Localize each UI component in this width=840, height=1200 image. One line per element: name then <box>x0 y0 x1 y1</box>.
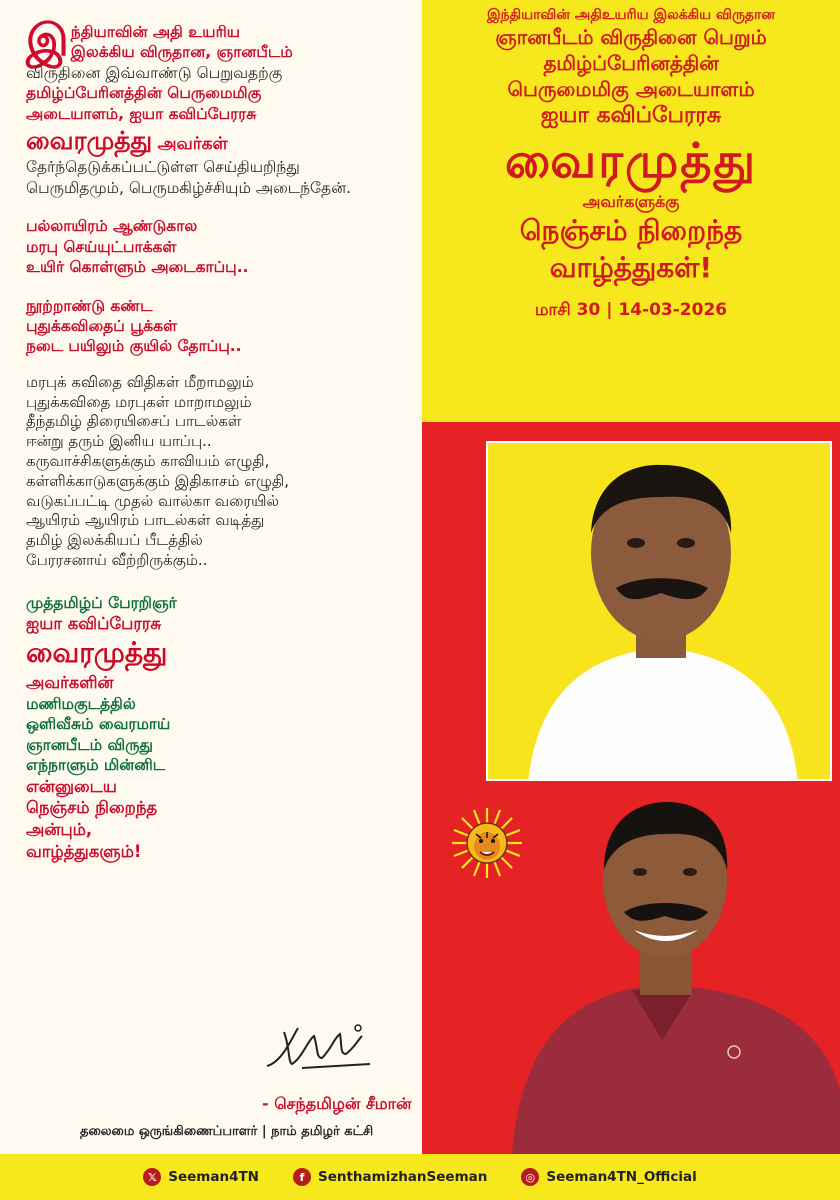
banner-line-4: பெருமைமிகு அடையாளம் <box>507 77 755 102</box>
paragraph-3-line: நடை பயிலும் குயில் தோப்பு.. <box>26 337 242 356</box>
banner-line-2: ஞானபீடம் விருதினை பெறும் <box>495 25 767 50</box>
poem-line: புதுக்கவிதை மரபுகள் மாறாமலும் <box>26 392 252 411</box>
left-column <box>0 0 422 1154</box>
intro-line-6: தேர்ந்தெடுக்கப்பட்டுள்ள செய்தியறிந்து <box>26 158 300 177</box>
intro-paragraph <box>26 15 404 198</box>
banner-date: மாசி 30 | 14-03-2026 <box>534 299 728 320</box>
intro-line-3: விருதினை இவ்வாண்டு பெறுவதற்கு <box>26 63 283 82</box>
facebook-icon: f <box>293 1168 311 1186</box>
poem-line: மரபுக் கவிதை விதிகள் மீறாமலும் <box>26 372 254 391</box>
instagram-handle: Seeman4TN_Official <box>546 1169 697 1185</box>
closing-red-line: அன்பும், <box>26 820 93 840</box>
banner-wish-1: நெஞ்சம் நிறைந்த <box>519 214 743 248</box>
intro-line-4: தமிழ்ப்பேரினத்தின் பெருமைமிகு <box>26 84 262 103</box>
intro-name-suffix: அவர்கள் <box>157 134 228 155</box>
intro-name: வைரமுத்து <box>26 126 153 156</box>
intro-line-7: பெருமிதமும், பெருமகிழ்ச்சியும் அடைந்தேன். <box>26 178 352 197</box>
poem-line: கள்ளிக்காடுகளுக்கும் இதிகாசம் எழுதி, <box>26 471 289 490</box>
social-footer <box>0 1154 840 1200</box>
signature-title: தலைமை ஒருங்கிணைப்பாளர் | நாம் தமிழர் கட்சி <box>80 1124 374 1139</box>
closing-name: வைரமுத்து <box>26 636 168 670</box>
twitter-handle: Seeman4TN <box>168 1169 259 1185</box>
closing-green-line: ஞானபீடம் விருது <box>26 735 153 754</box>
poem-line: தீந்தமிழ் திரையிசைப் பாடல்கள் <box>26 412 242 431</box>
closing-red-line: ஐயா கவிப்பேரரசு <box>26 614 162 634</box>
intro-drop-cap: இ <box>26 15 69 66</box>
signature-image <box>262 1018 372 1076</box>
paragraph-3-line: புதுக்கவிதைப் பூக்கள் <box>26 316 178 335</box>
paragraph-3 <box>26 296 404 357</box>
instagram-icon: ◎ <box>521 1168 539 1186</box>
portrait-photo <box>486 441 832 781</box>
paragraph-2-line: உயிர் கொள்ளும் அடைகாப்பு.. <box>26 258 249 277</box>
paragraph-2-line: மரபு செய்யுட்பாக்கள் <box>26 237 177 256</box>
paragraph-2-line: பல்லாயிரம் ஆண்டுகால <box>26 217 198 236</box>
paragraph-3-line: நூற்றாண்டு கண்ட <box>26 296 153 315</box>
poem-paragraph <box>26 373 404 571</box>
facebook-link[interactable] <box>293 1168 487 1186</box>
closing-block <box>26 593 404 863</box>
poem-line: வடுகப்பட்டி முதல் வால்கா வரையில் <box>26 491 279 510</box>
closing-green-line: ஒளிவீசும் வைரமாய் <box>26 715 171 734</box>
portrait-photo-leader <box>512 790 840 1154</box>
paragraph-2 <box>26 216 404 277</box>
banner-line-1: இந்தியாவின் அதிஉயரிய இலக்கிய விருதான <box>487 7 775 23</box>
banner-line-3: தமிழ்ப்பேரினத்தின் <box>543 51 719 76</box>
banner-name: வைரமுத்து <box>504 132 758 189</box>
signature-name: - செந்தமிழன் சீமான் <box>262 1094 412 1113</box>
twitter-link[interactable] <box>143 1168 259 1186</box>
closing-red-line: வாழ்த்துகளும்! <box>26 841 142 861</box>
closing-green-line: முத்தமிழ்ப் பேரறிஞர் <box>26 593 177 612</box>
poem-line: ஈன்று தரும் இனிய யாப்பு.. <box>26 432 212 451</box>
banner-line-5: ஐயா கவிப்பேரரசு <box>540 103 722 129</box>
banner-wish-2: வாழ்த்துகள்! <box>549 250 713 284</box>
closing-green-line: மணிமகுடத்தில் <box>26 694 136 713</box>
closing-red-line: அவர்களின் <box>26 673 114 693</box>
banner-line-6: அவர்களுக்கு <box>582 191 680 211</box>
facebook-handle: SenthamizhanSeeman <box>317 1169 488 1185</box>
intro-line-5: அடையாளம், ஐயா கவிப்பேரரசு <box>26 104 257 123</box>
x-twitter-icon: 𝕏 <box>143 1168 161 1186</box>
banner-panel <box>422 0 840 422</box>
instagram-link[interactable] <box>521 1168 696 1186</box>
closing-red-line: நெஞ்சம் நிறைந்த <box>26 798 158 818</box>
intro-line-1: ந்தியாவின் அதி உயரிய <box>70 23 241 41</box>
poem-line: கருவாச்சிகளுக்கும் காவியம் எழுதி, <box>26 452 270 471</box>
intro-line-2: இலக்கிய விருதான, ஞானபீடம் <box>70 43 293 62</box>
poem-line: தமிழ் இலக்கியப் பீடத்தில் <box>26 531 203 550</box>
poem-line: ஆயிரம் ஆயிரம் பாடல்கள் வடித்து <box>26 511 265 530</box>
closing-green-line: எந்நாளும் மின்னிட <box>26 756 166 775</box>
closing-red-line: என்னுடைய <box>26 776 117 796</box>
poem-line: பேரரசனாய் வீற்றிருக்கும்.. <box>26 551 208 570</box>
